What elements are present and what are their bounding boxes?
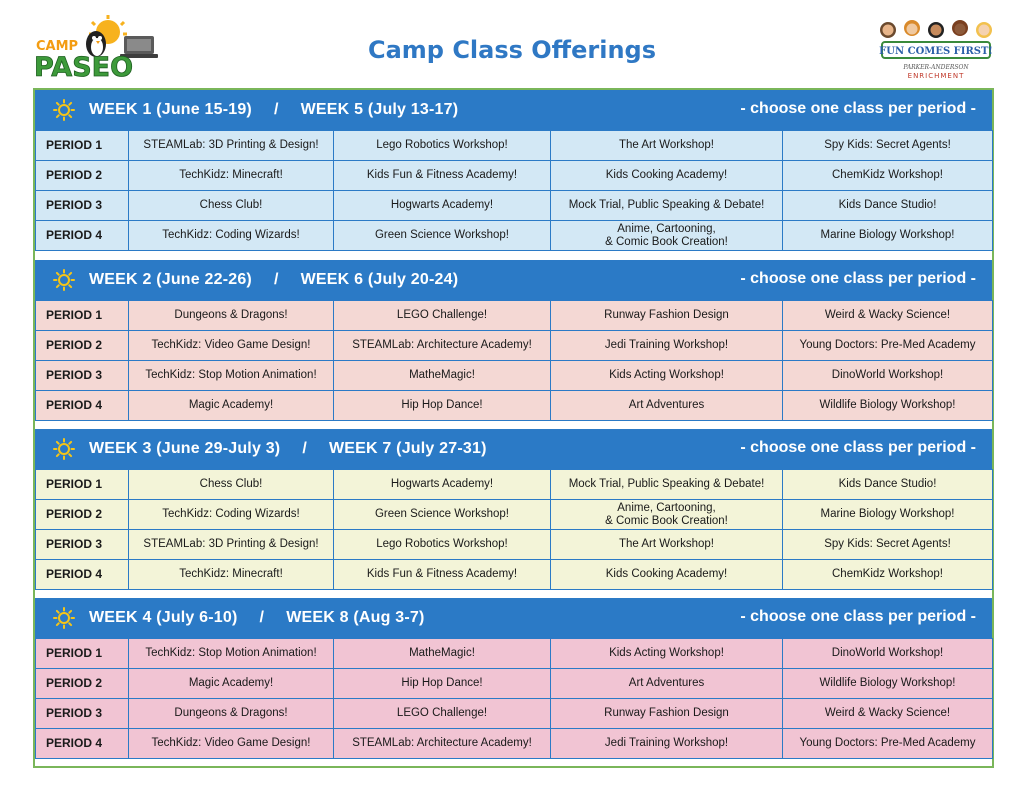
class-cell: STEAMLab: 3D Printing & Design! xyxy=(129,131,334,161)
class-cell: Art Adventures xyxy=(551,391,783,421)
class-cell: STEAMLab: 3D Printing & Design! xyxy=(129,530,334,560)
week-label-a: WEEK 2 (June 22-26) xyxy=(89,271,252,288)
class-cell: Wildlife Biology Workshop! xyxy=(783,391,993,421)
table-row xyxy=(36,191,993,221)
class-cell: Magic Academy! xyxy=(129,669,334,699)
class-cell: Green Science Workshop! xyxy=(334,500,551,530)
class-cell: ChemKidz Workshop! xyxy=(783,161,993,191)
class-cell: Kids Dance Studio! xyxy=(783,191,993,221)
class-cell: The Art Workshop! xyxy=(551,131,783,161)
week-title xyxy=(89,609,425,627)
table-row xyxy=(36,361,993,391)
class-cell: Dungeons & Dragons! xyxy=(129,699,334,729)
table-row xyxy=(36,530,993,560)
class-cell: Spy Kids: Secret Agents! xyxy=(783,530,993,560)
class-cell: Marine Biology Workshop! xyxy=(783,221,993,251)
week-title xyxy=(89,271,458,289)
period-label: PERIOD 2 xyxy=(36,331,129,361)
period-label: PERIOD 4 xyxy=(36,221,129,251)
class-cell: Kids Fun & Fitness Academy! xyxy=(334,161,551,191)
class-cell: Jedi Training Workshop! xyxy=(551,331,783,361)
week-header xyxy=(35,429,992,469)
table-row xyxy=(36,131,993,161)
week-label-b: WEEK 7 (July 27-31) xyxy=(328,440,487,457)
class-cell: DinoWorld Workshop! xyxy=(783,361,993,391)
class-cell: MatheMagic! xyxy=(334,361,551,391)
class-cell: LEGO Challenge! xyxy=(334,301,551,331)
kids-group-icon xyxy=(880,20,992,38)
class-cell: Kids Acting Workshop! xyxy=(551,361,783,391)
class-cell: Dungeons & Dragons! xyxy=(129,301,334,331)
sun-icon xyxy=(53,607,75,629)
period-label: PERIOD 2 xyxy=(36,669,129,699)
class-cell: Runway Fashion Design xyxy=(551,699,783,729)
week-separator: / xyxy=(302,440,307,457)
class-cell: Weird & Wacky Science! xyxy=(783,301,993,331)
sun-icon xyxy=(53,99,75,121)
week-block-2 xyxy=(35,260,992,421)
class-cell: Kids Acting Workshop! xyxy=(551,639,783,669)
week-instruction: - choose one class per period - xyxy=(740,439,976,456)
period-label: PERIOD 1 xyxy=(36,470,129,500)
week-header xyxy=(35,260,992,300)
class-cell: Kids Fun & Fitness Academy! xyxy=(334,560,551,590)
table-row xyxy=(36,331,993,361)
fun-comes-first-logo xyxy=(874,18,998,82)
week-label-a: WEEK 3 (June 29-July 3) xyxy=(89,440,281,457)
week-separator: / xyxy=(259,609,265,626)
class-table xyxy=(35,469,993,590)
period-label: PERIOD 4 xyxy=(36,560,129,590)
class-cell: TechKidz: Stop Motion Animation! xyxy=(129,639,334,669)
period-label: PERIOD 3 xyxy=(36,191,129,221)
table-row xyxy=(36,161,993,191)
class-cell: Green Science Workshop! xyxy=(334,221,551,251)
class-cell: Jedi Training Workshop! xyxy=(551,729,783,759)
class-cell: Young Doctors: Pre-Med Academy xyxy=(783,729,993,759)
class-cell: TechKidz: Video Game Design! xyxy=(129,729,334,759)
class-cell: Kids Dance Studio! xyxy=(783,470,993,500)
week-instruction: - choose one class per period - xyxy=(740,100,976,117)
class-cell: Lego Robotics Workshop! xyxy=(334,530,551,560)
week-label-a: WEEK 4 (July 6-10) xyxy=(89,609,238,626)
table-row xyxy=(36,669,993,699)
class-schedule xyxy=(33,88,994,768)
week-header xyxy=(35,598,992,638)
class-cell: ChemKidz Workshop! xyxy=(783,560,993,590)
class-cell: Anime, Cartooning, & Comic Book Creation! xyxy=(551,500,783,530)
week-title xyxy=(89,440,487,458)
class-cell: Mock Trial, Public Speaking & Debate! xyxy=(551,470,783,500)
class-cell: TechKidz: Minecraft! xyxy=(129,560,334,590)
class-table xyxy=(35,130,993,251)
period-label: PERIOD 3 xyxy=(36,699,129,729)
class-cell: Hogwarts Academy! xyxy=(334,191,551,221)
period-label: PERIOD 4 xyxy=(36,391,129,421)
week-label-b: WEEK 6 (July 20-24) xyxy=(300,271,459,288)
table-row xyxy=(36,391,993,421)
period-label: PERIOD 3 xyxy=(36,530,129,560)
class-cell: TechKidz: Coding Wizards! xyxy=(129,500,334,530)
period-label: PERIOD 1 xyxy=(36,301,129,331)
class-cell: Magic Academy! xyxy=(129,391,334,421)
logo-paseo-text: PASEO xyxy=(34,52,134,78)
table-row xyxy=(36,560,993,590)
table-row xyxy=(36,221,993,251)
page-title: Camp Class Offerings xyxy=(367,36,657,64)
class-cell: Kids Cooking Academy! xyxy=(551,161,783,191)
period-label: PERIOD 3 xyxy=(36,361,129,391)
period-label: PERIOD 2 xyxy=(36,500,129,530)
week-label-a: WEEK 1 (June 15-19) xyxy=(89,101,252,118)
class-cell: Kids Cooking Academy! xyxy=(551,560,783,590)
period-label: PERIOD 1 xyxy=(36,639,129,669)
table-row xyxy=(36,301,993,331)
week-label-b: WEEK 5 (July 13-17) xyxy=(300,101,459,118)
week-block-1 xyxy=(35,90,992,251)
period-label: PERIOD 4 xyxy=(36,729,129,759)
class-cell: MatheMagic! xyxy=(334,639,551,669)
sun-icon xyxy=(53,269,75,291)
week-header xyxy=(35,90,992,130)
class-cell: Marine Biology Workshop! xyxy=(783,500,993,530)
logo-sub1-text: PARKER-ANDERSON xyxy=(903,64,969,71)
week-block-3 xyxy=(35,429,992,590)
week-label-b: WEEK 8 (Aug 3-7) xyxy=(286,609,425,626)
class-cell: Hip Hop Dance! xyxy=(334,391,551,421)
logo-banner-text: FUN COMES FIRST! xyxy=(879,46,993,57)
week-instruction: - choose one class per period - xyxy=(740,270,976,287)
class-cell: STEAMLab: Architecture Academy! xyxy=(334,729,551,759)
class-cell: LEGO Challenge! xyxy=(334,699,551,729)
table-row xyxy=(36,699,993,729)
class-cell: The Art Workshop! xyxy=(551,530,783,560)
class-table xyxy=(35,638,993,759)
class-cell: TechKidz: Coding Wizards! xyxy=(129,221,334,251)
class-cell: STEAMLab: Architecture Academy! xyxy=(334,331,551,361)
class-cell: Anime, Cartooning, & Comic Book Creation! xyxy=(551,221,783,251)
week-separator: / xyxy=(273,101,279,118)
class-cell: Mock Trial, Public Speaking & Debate! xyxy=(551,191,783,221)
sun-icon xyxy=(53,438,75,460)
class-cell: Chess Club! xyxy=(129,470,334,500)
period-label: PERIOD 1 xyxy=(36,131,129,161)
logo-sub2-text: ENRICHMENT xyxy=(907,72,965,80)
class-cell: Runway Fashion Design xyxy=(551,301,783,331)
class-cell: Chess Club! xyxy=(129,191,334,221)
class-cell: Weird & Wacky Science! xyxy=(783,699,993,729)
week-block-4 xyxy=(35,598,992,759)
period-label: PERIOD 2 xyxy=(36,161,129,191)
week-title xyxy=(89,101,458,119)
class-cell: Art Adventures xyxy=(551,669,783,699)
class-cell: Hogwarts Academy! xyxy=(334,470,551,500)
class-cell: TechKidz: Minecraft! xyxy=(129,161,334,191)
table-row xyxy=(36,470,993,500)
class-cell: Young Doctors: Pre-Med Academy xyxy=(783,331,993,361)
table-row xyxy=(36,500,993,530)
class-cell: Spy Kids: Secret Agents! xyxy=(783,131,993,161)
logo-camp-text: CAMP xyxy=(36,39,79,54)
class-cell: Wildlife Biology Workshop! xyxy=(783,669,993,699)
class-cell: DinoWorld Workshop! xyxy=(783,639,993,669)
week-instruction: - choose one class per period - xyxy=(740,608,976,625)
week-separator: / xyxy=(273,271,279,288)
class-cell: Lego Robotics Workshop! xyxy=(334,131,551,161)
table-row xyxy=(36,729,993,759)
class-cell: TechKidz: Video Game Design! xyxy=(129,331,334,361)
class-table xyxy=(35,300,993,421)
class-cell: Hip Hop Dance! xyxy=(334,669,551,699)
table-row xyxy=(36,639,993,669)
class-cell: TechKidz: Stop Motion Animation! xyxy=(129,361,334,391)
